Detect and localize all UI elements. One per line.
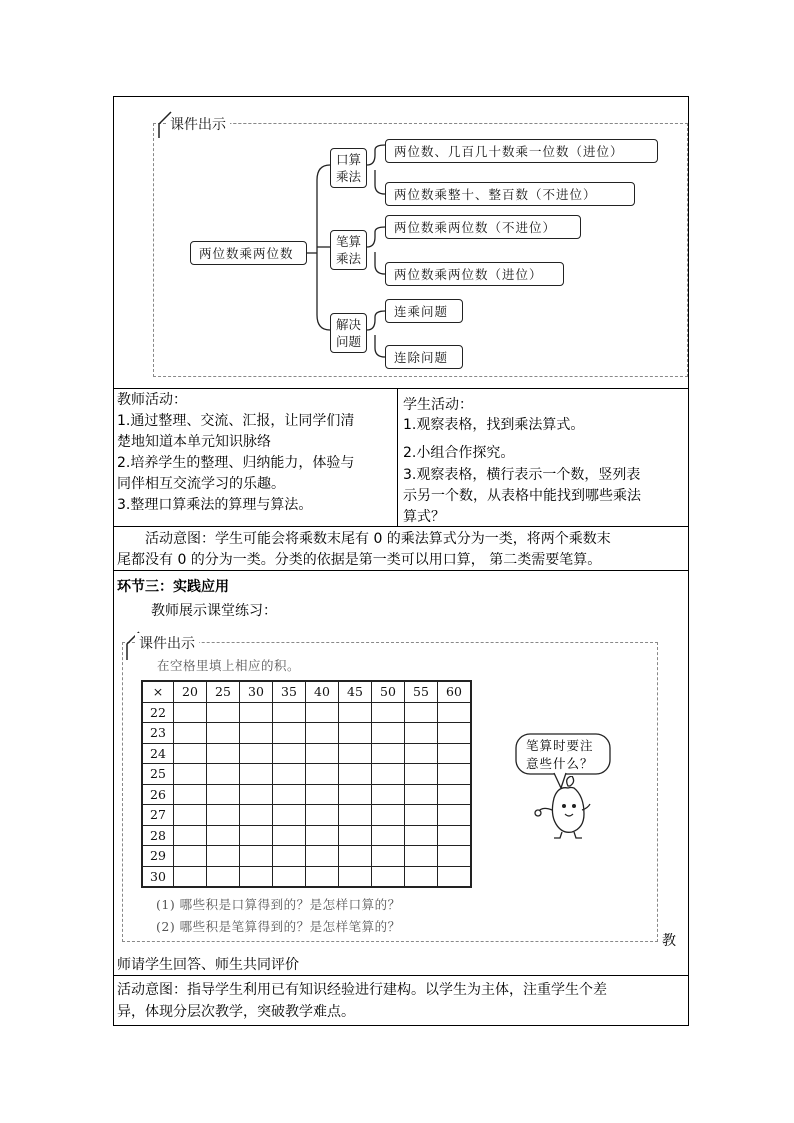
row-divider	[113, 570, 689, 571]
empty-answer-cell[interactable]	[438, 764, 472, 785]
table-row	[142, 825, 471, 846]
row-divider	[113, 975, 689, 976]
intent-line: 异，体现分层次教学，突破教学难点。	[117, 1004, 355, 1020]
empty-answer-cell[interactable]	[306, 784, 339, 805]
bubble-line: 笔算时要注	[526, 738, 594, 753]
empty-answer-cell[interactable]	[207, 866, 240, 887]
empty-answer-cell[interactable]	[405, 702, 438, 723]
branch-label-line: 解决	[335, 317, 361, 332]
empty-answer-cell[interactable]	[273, 723, 306, 744]
empty-answer-cell[interactable]	[240, 764, 273, 785]
empty-answer-cell[interactable]	[240, 866, 273, 887]
empty-answer-cell[interactable]	[306, 866, 339, 887]
empty-answer-cell[interactable]	[438, 825, 472, 846]
empty-answer-cell[interactable]	[438, 723, 472, 744]
empty-answer-cell[interactable]	[240, 723, 273, 744]
empty-answer-cell[interactable]	[372, 764, 405, 785]
table-row	[142, 702, 471, 723]
branch-label-line: 笔算	[335, 234, 361, 249]
section-title: 环节三：实践应用	[117, 579, 229, 595]
empty-answer-cell[interactable]	[207, 846, 240, 867]
branch-label-line: 问题	[335, 334, 361, 349]
row-header: 23	[142, 723, 174, 744]
empty-answer-cell[interactable]	[306, 723, 339, 744]
empty-answer-cell[interactable]	[438, 784, 472, 805]
empty-answer-cell[interactable]	[240, 743, 273, 764]
empty-answer-cell[interactable]	[372, 825, 405, 846]
empty-answer-cell[interactable]	[306, 702, 339, 723]
table-row	[142, 805, 471, 826]
branch-label-line: 乘法	[335, 251, 361, 266]
empty-answer-cell[interactable]	[438, 702, 472, 723]
empty-answer-cell[interactable]	[174, 702, 207, 723]
empty-answer-cell[interactable]	[207, 702, 240, 723]
row-header: 24	[142, 743, 174, 764]
branch-label-line: 口算	[335, 152, 361, 167]
row-header: 26	[142, 784, 174, 805]
teacher-line: 1.通过整理、交流、汇报，让同学们清	[117, 413, 355, 429]
empty-answer-cell[interactable]	[273, 846, 306, 867]
evaluation-text: 师请学生回答、师生共同评价	[117, 957, 299, 973]
empty-answer-cell[interactable]	[207, 805, 240, 826]
column-header: 60	[438, 681, 472, 702]
question-line: (2) 哪些积是笔算得到的？是怎样笔算的？	[156, 919, 401, 934]
empty-answer-cell[interactable]	[174, 846, 207, 867]
empty-answer-cell[interactable]	[174, 723, 207, 744]
column-header: 55	[405, 681, 438, 702]
empty-answer-cell[interactable]	[240, 846, 273, 867]
empty-answer-cell[interactable]	[339, 723, 372, 744]
empty-answer-cell[interactable]	[174, 743, 207, 764]
intent-line: 活动意图：指导学生利用已有知识经验进行建构。以学生为主体，注重学生个差	[117, 982, 607, 998]
table-row	[142, 743, 471, 764]
empty-answer-cell[interactable]	[405, 825, 438, 846]
empty-answer-cell[interactable]	[339, 866, 372, 887]
branch-mental-calc	[330, 148, 367, 188]
empty-answer-cell[interactable]	[438, 846, 472, 867]
empty-answer-cell[interactable]	[240, 784, 273, 805]
empty-answer-cell[interactable]	[405, 784, 438, 805]
teacher-line: 楚地知道本单元知识脉络	[117, 434, 271, 450]
empty-answer-cell[interactable]	[405, 866, 438, 887]
empty-answer-cell[interactable]	[339, 743, 372, 764]
empty-answer-cell[interactable]	[372, 723, 405, 744]
empty-answer-cell[interactable]	[339, 764, 372, 785]
table-row	[142, 764, 471, 785]
student-line: 2.小组合作探究。	[403, 445, 515, 461]
column-header: 20	[174, 681, 207, 702]
empty-answer-cell[interactable]	[306, 743, 339, 764]
empty-answer-cell[interactable]	[207, 825, 240, 846]
teacher-line: 3.整理口算乘法的算理与算法。	[117, 497, 313, 513]
empty-answer-cell[interactable]	[372, 702, 405, 723]
empty-answer-cell[interactable]	[372, 805, 405, 826]
empty-answer-cell[interactable]	[339, 846, 372, 867]
empty-answer-cell[interactable]	[174, 825, 207, 846]
student-line: 算式？	[403, 509, 445, 525]
student-heading: 学生活动：	[403, 397, 473, 413]
empty-answer-cell[interactable]	[372, 784, 405, 805]
empty-answer-cell[interactable]	[273, 825, 306, 846]
teacher-heading: 教师活动：	[117, 392, 187, 408]
row-header: 27	[142, 805, 174, 826]
row-header: 22	[142, 702, 174, 723]
empty-answer-cell[interactable]	[372, 866, 405, 887]
branch-label-line: 乘法	[335, 169, 361, 184]
instruction-text: 在空格里填上相应的积。	[157, 658, 301, 673]
mascot-illustration	[530, 776, 600, 840]
column-header: 50	[372, 681, 405, 702]
empty-answer-cell[interactable]	[339, 805, 372, 826]
empty-answer-cell[interactable]	[207, 743, 240, 764]
table-header-row	[142, 681, 471, 702]
empty-answer-cell[interactable]	[240, 702, 273, 723]
row-header: 25	[142, 764, 174, 785]
empty-answer-cell[interactable]	[306, 846, 339, 867]
teacher-line: 2.培养学生的整理、归纳能力，体验与	[117, 455, 355, 471]
student-line: 1.观察表格，找到乘法算式。	[403, 417, 585, 433]
bubble-line: 意些什么？	[526, 756, 594, 771]
empty-answer-cell[interactable]	[405, 764, 438, 785]
empty-answer-cell[interactable]	[339, 825, 372, 846]
multiplication-table	[141, 680, 472, 888]
leaf-item: 两位数、几百几十数乘一位数（进位）	[385, 139, 658, 163]
table-row	[142, 866, 471, 887]
student-line: 示另一个数，从表格中能找到哪些乘法	[403, 488, 641, 504]
empty-answer-cell[interactable]	[306, 825, 339, 846]
empty-answer-cell[interactable]	[438, 805, 472, 826]
empty-answer-cell[interactable]	[438, 866, 472, 887]
empty-answer-cell[interactable]	[306, 805, 339, 826]
table-row	[142, 723, 471, 744]
teacher-line: 同伴相互交流学习的乐趣。	[117, 476, 285, 492]
mindmap-root: 两位数乘两位数	[190, 241, 307, 265]
empty-answer-cell[interactable]	[273, 784, 306, 805]
empty-answer-cell[interactable]	[405, 805, 438, 826]
empty-answer-cell[interactable]	[240, 805, 273, 826]
intent-line: 尾都没有 0 的分为一类。分类的依据是第一类可以用口算， 第二类需要笔算。	[117, 552, 602, 568]
empty-answer-cell[interactable]	[273, 743, 306, 764]
empty-answer-cell[interactable]	[174, 784, 207, 805]
row-header: 28	[142, 825, 174, 846]
empty-answer-cell[interactable]	[405, 846, 438, 867]
column-header: 45	[339, 681, 372, 702]
empty-answer-cell[interactable]	[339, 702, 372, 723]
leaf-item: 两位数乘两位数（进位）	[385, 262, 564, 286]
branch-problem-solving	[330, 313, 367, 353]
col-divider	[397, 388, 398, 526]
empty-answer-cell[interactable]	[207, 764, 240, 785]
intent-line: 活动意图：学生可能会将乘数末尾有 0 的乘法算式分为一类，将两个乘数末	[145, 531, 611, 547]
column-header: 40	[306, 681, 339, 702]
empty-answer-cell[interactable]	[174, 866, 207, 887]
section-intro: 教师展示课堂练习：	[151, 603, 277, 619]
empty-answer-cell[interactable]	[339, 784, 372, 805]
empty-answer-cell[interactable]	[174, 764, 207, 785]
leaf-item: 两位数乘两位数（不进位）	[385, 215, 581, 239]
row-divider	[113, 526, 689, 527]
empty-answer-cell[interactable]	[273, 702, 306, 723]
row-header: 30	[142, 866, 174, 887]
empty-answer-cell[interactable]	[273, 805, 306, 826]
empty-answer-cell[interactable]	[207, 723, 240, 744]
leaf-item: 连乘问题	[385, 299, 463, 323]
table-row	[142, 846, 471, 867]
empty-answer-cell[interactable]	[273, 764, 306, 785]
table-border-bottom	[113, 1025, 689, 1026]
empty-answer-cell[interactable]	[372, 846, 405, 867]
question-line: (1) 哪些积是口算得到的？是怎样口算的？	[156, 897, 401, 912]
leaf-item: 两位数乘整十、整百数（不进位）	[385, 182, 635, 206]
empty-answer-cell[interactable]	[240, 825, 273, 846]
row-header: 29	[142, 846, 174, 867]
courseware-tag: 课件出示	[135, 633, 199, 653]
empty-answer-cell[interactable]	[306, 764, 339, 785]
branch-written-calc	[330, 230, 367, 270]
empty-answer-cell[interactable]	[372, 743, 405, 764]
empty-answer-cell[interactable]	[405, 743, 438, 764]
trailing-char: 教	[662, 933, 676, 949]
empty-answer-cell[interactable]	[207, 784, 240, 805]
courseware-tag: 课件出示	[166, 114, 230, 134]
column-header: 30	[240, 681, 273, 702]
table-corner: ×	[142, 681, 174, 702]
leaf-item: 连除问题	[385, 345, 463, 369]
student-line: 3.观察表格，横行表示一个数，竖列表	[403, 467, 641, 483]
empty-answer-cell[interactable]	[174, 805, 207, 826]
empty-answer-cell[interactable]	[273, 866, 306, 887]
column-header: 35	[273, 681, 306, 702]
empty-answer-cell[interactable]	[405, 723, 438, 744]
column-header: 25	[207, 681, 240, 702]
empty-answer-cell[interactable]	[438, 743, 472, 764]
table-row	[142, 784, 471, 805]
